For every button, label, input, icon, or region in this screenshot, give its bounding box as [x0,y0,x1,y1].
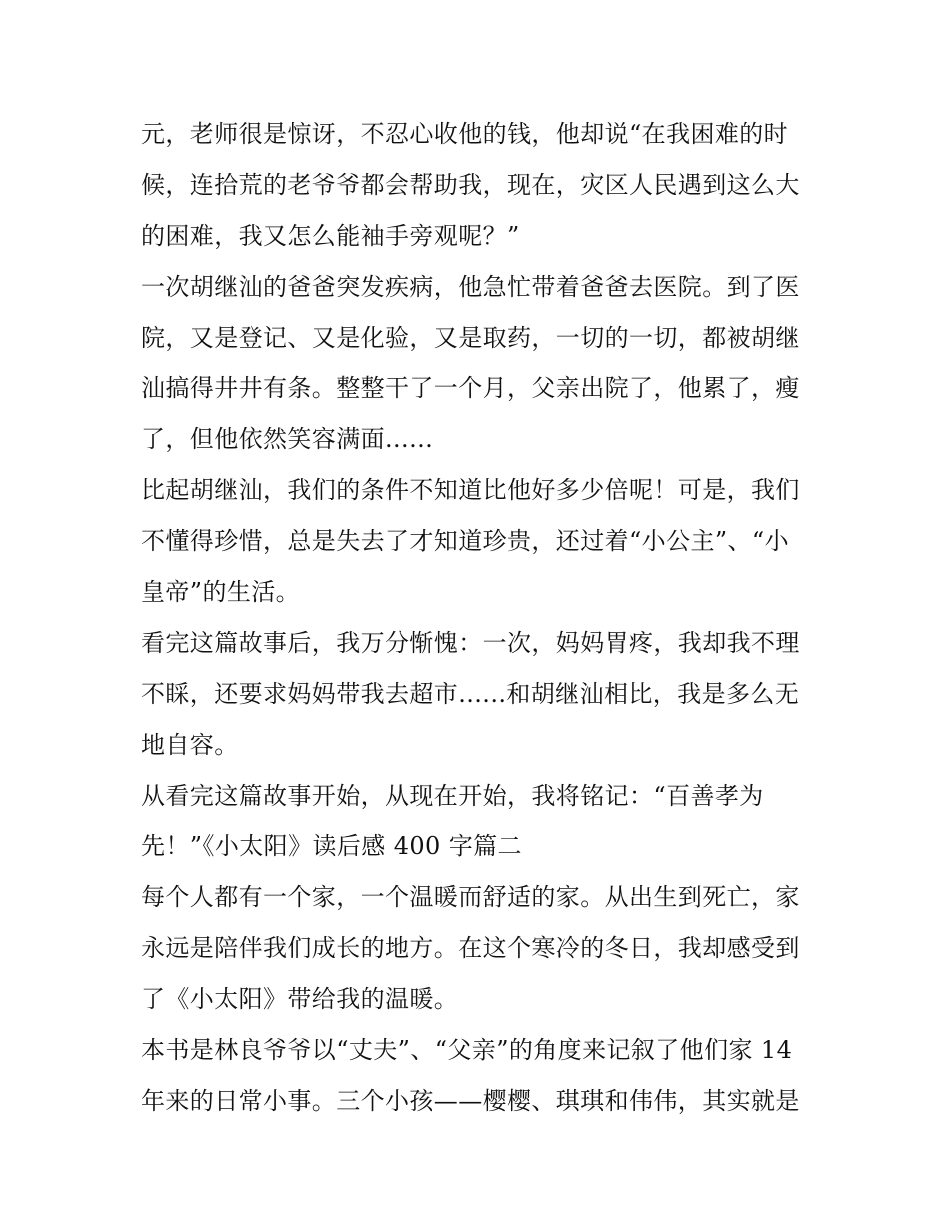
text-line-2: 候，连拾荒的老爷爷都会帮助我，现在，灾区人民遇到这么大 [141,170,800,199]
text-line-7: 了，但他依然笑容满面...... [141,425,434,454]
text-line-13: 地自容。 [141,730,239,759]
text-line-5: 院，又是登记、又是化验，又是取药，一切的一切，都被胡继 [141,323,800,352]
text-line-15: 先！”《小太阳》读后感 400 字篇二 [141,832,522,861]
text-line-18: 了《小太阳》带给我的温暖。 [141,985,459,1014]
text-line-3: 的困难，我又怎么能袖手旁观呢？” [141,221,520,250]
text-line-17: 永远是陪伴我们成长的地方。在这个寒冷的冬日，我却感受到 [141,934,800,963]
text-line-14: 从看完这篇故事开始，从现在开始，我将铭记：“百善孝为 [141,781,764,810]
text-line-10: 皇帝”的生活。 [141,578,301,607]
text-line-6: 汕搞得井井有条。整整干了一个月，父亲出院了，他累了，瘦 [141,374,800,403]
body-text [141,109,821,1127]
text-line-16: 每个人都有一个家，一个温暖而舒适的家。从出生到死亡，家 [141,883,800,912]
text-line-19: 本书是林良爷爷以“丈夫”、“父亲”的角度来记叙了他们家 14 [141,1036,793,1065]
text-line-1: 元，老师很是惊讶，不忍心收他的钱，他却说“在我困难的时 [141,120,789,148]
text-line-20: 年来的日常小事。三个小孩——樱樱、琪琪和伟伟，其实就是 [141,1086,800,1115]
text-line-4: 一次胡继汕的爸爸突发疾病，他急忙带着爸爸去医院。到了医 [141,272,800,301]
text-line-8: 比起胡继汕，我们的条件不知道比他好多少倍呢！可是，我们 [141,476,800,505]
text-line-12: 不睬，还要求妈妈带我去超市......和胡继汕相比，我是多么无 [141,679,800,708]
text-line-9: 不懂得珍惜，总是失去了才知道珍贵，还过着“小公主”、“小 [141,527,790,556]
text-line-11: 看完这篇故事后，我万分惭愧：一次，妈妈胃疼，我却我不理 [141,628,800,657]
